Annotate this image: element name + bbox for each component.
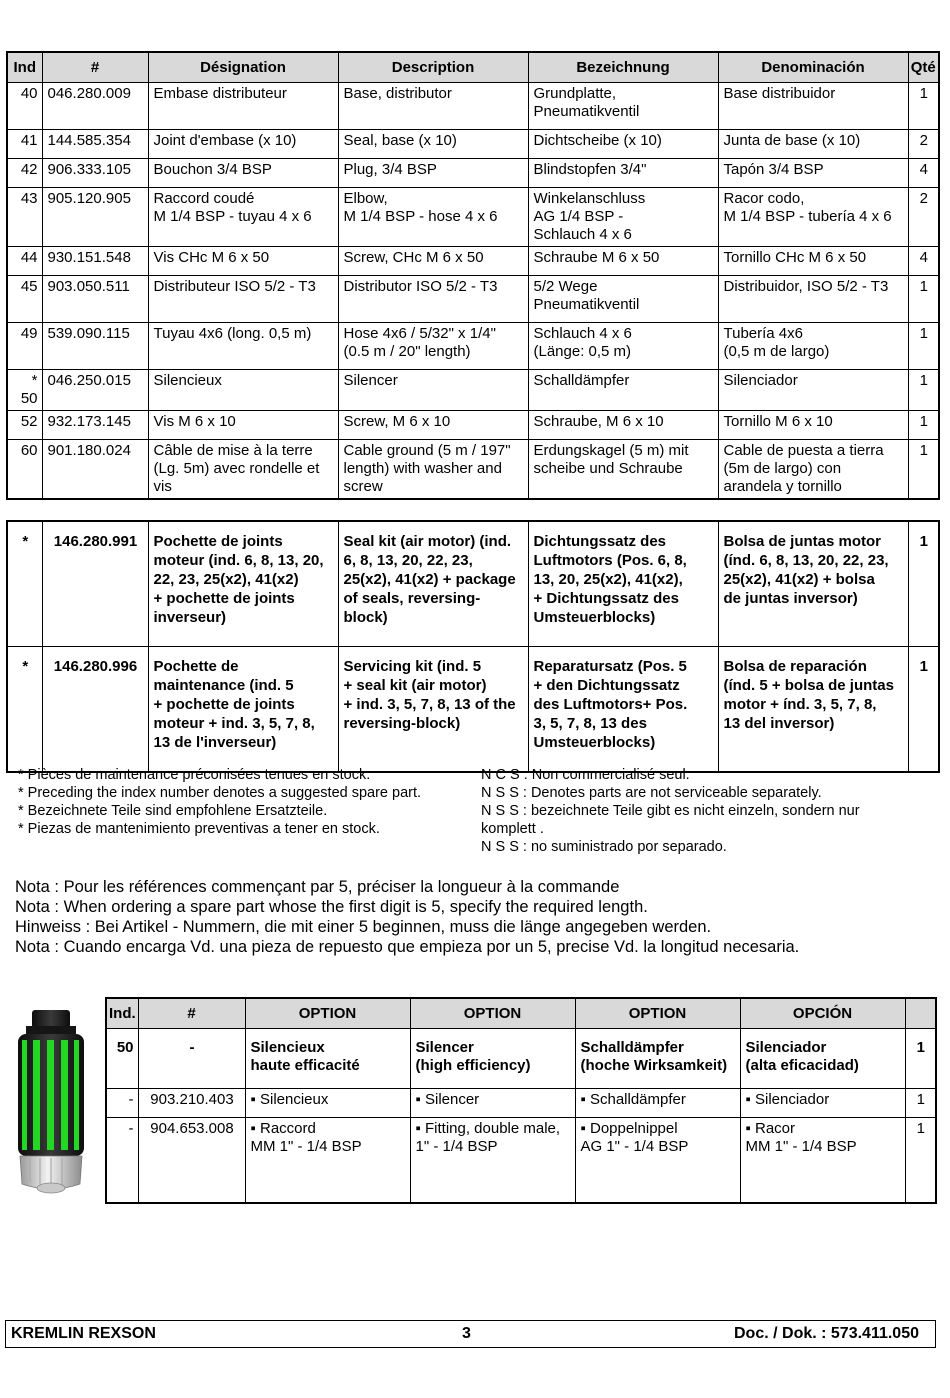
cell-bezeichnung: Schraube M 6 x 50 bbox=[528, 247, 718, 276]
cell-qty: 1 bbox=[905, 1118, 936, 1203]
cell-denominacion: Racor codo, M 1/4 BSP - tubería 4 x 6 bbox=[718, 188, 908, 247]
parts-table bbox=[6, 51, 940, 500]
nota-es: Nota : Cuando encarga Vd. una pieza de repuesto que empieza por un 5, precise Vd. la longitud necesaria. bbox=[15, 938, 800, 956]
nota-en: Nota : When ordering a spare part whose the first digit is 5, specify the required length. bbox=[15, 898, 648, 916]
cell-bezeichnung: Reparatursatz (Pos. 5 + den Dichtungssatz des Luftmotors+ Pos. 3, 5, 7, 8, 13 des Umsteuerblocks) bbox=[528, 647, 718, 773]
cell-qty: 4 bbox=[908, 247, 939, 276]
cell-denominacion: Bolsa de juntas motor (índ. 6, 8, 13, 20, 22, 23, 25(x2), 41(x2) + bolsa de juntas inversor) bbox=[718, 521, 908, 647]
cell-ref: 146.280.991 bbox=[42, 521, 148, 647]
cell-denominacion: Tapón 3/4 BSP bbox=[718, 159, 908, 188]
cell-description: Base, distributor bbox=[338, 83, 528, 130]
table-row bbox=[7, 323, 939, 370]
option-header-de: OPTION bbox=[575, 998, 740, 1029]
nota-fr: Nota : Pour les références commençant par 5, préciser la longueur à la commande bbox=[15, 878, 620, 896]
cell-qty: 1 bbox=[908, 370, 939, 411]
cell-ref: - bbox=[138, 1029, 245, 1089]
cell-ref: 904.653.008 bbox=[138, 1118, 245, 1203]
cell-designation: Embase distributeur bbox=[148, 83, 338, 130]
cell-designation: Vis CHc M 6 x 50 bbox=[148, 247, 338, 276]
cell-ref: 539.090.115 bbox=[42, 323, 148, 370]
cell-qty: 4 bbox=[908, 159, 939, 188]
cell-designation: Câble de mise à la terre (Lg. 5m) avec rondelle et vis bbox=[148, 440, 338, 500]
option-header-es: OPCIÓN bbox=[740, 998, 905, 1029]
cell-ind: 49 bbox=[7, 323, 42, 370]
cell-ref: 903.050.511 bbox=[42, 276, 148, 323]
cell-bezeichnung: Grundplatte, Pneumatikventil bbox=[528, 83, 718, 130]
cell-description: Silencer bbox=[338, 370, 528, 411]
cell-bezeichnung: Dichtungssatz des Luftmotors (Pos. 6, 8, 13, 20, 25(x2), 41(x2), + Dichtungssatz des Umsteuerblocks) bbox=[528, 521, 718, 647]
cell-denominacion: Junta de base (x 10) bbox=[718, 130, 908, 159]
ordering-notes bbox=[15, 877, 799, 957]
table-row bbox=[7, 276, 939, 323]
header-bezeichnung: Bezeichnung bbox=[528, 52, 718, 83]
cell-designation: Vis M 6 x 10 bbox=[148, 411, 338, 440]
cell-ref: 906.333.105 bbox=[42, 159, 148, 188]
cell-bezeichnung: Schraube, M 6 x 10 bbox=[528, 411, 718, 440]
cell-bezeichnung: ▪ Schalldämpfer bbox=[575, 1089, 740, 1118]
cell-denominacion: Distribuidor, ISO 5/2 - T3 bbox=[718, 276, 908, 323]
cell-ref: 932.173.145 bbox=[42, 411, 148, 440]
cell-denominacion: Tornillo M 6 x 10 bbox=[718, 411, 908, 440]
cell-qty: 1 bbox=[908, 440, 939, 500]
page-footer bbox=[5, 1320, 936, 1348]
cell-description: Silencer (high efficiency) bbox=[410, 1029, 575, 1089]
option-header-qty bbox=[905, 998, 936, 1029]
cell-description: Seal kit (air motor) (ind. 6, 8, 13, 20, 22, 23, 25(x2), 41(x2) + package of seals, reversing- block) bbox=[338, 521, 528, 647]
header-ref: # bbox=[42, 52, 148, 83]
table-row bbox=[7, 411, 939, 440]
table-row bbox=[106, 1118, 936, 1203]
cell-ind: * 50 bbox=[7, 370, 42, 411]
cell-denominacion: Bolsa de reparación (índ. 5 + bolsa de juntas motor + índ. 3, 5, 7, 8, 13 del inversor) bbox=[718, 647, 908, 773]
option-header-en: OPTION bbox=[410, 998, 575, 1029]
cell-designation: Raccord coudé M 1/4 BSP - tuyau 4 x 6 bbox=[148, 188, 338, 247]
cell-ind: - bbox=[106, 1089, 138, 1118]
cell-designation: Tuyau 4x6 (long. 0,5 m) bbox=[148, 323, 338, 370]
footer-company: KREMLIN REXSON bbox=[11, 1325, 156, 1342]
option-header-row bbox=[106, 998, 936, 1029]
cell-ind: 40 bbox=[7, 83, 42, 130]
cell-denominacion: Silenciador (alta eficacidad) bbox=[740, 1029, 905, 1089]
table-row bbox=[7, 159, 939, 188]
cell-designation: Distributeur ISO 5/2 - T3 bbox=[148, 276, 338, 323]
spare-part-notes: * Pièces de maintenance préconisées tenues en stock. * Preceding the index number denotes a suggested spare part. * Bezeichnete Teile sind empfohlene Ersatzteile. * Piezas de mantenimiento preventivas a tener en stock. bbox=[18, 767, 422, 837]
cell-ref: 146.280.996 bbox=[42, 647, 148, 773]
cell-bezeichnung: ▪ Doppelnippel AG 1" - 1/4 BSP bbox=[575, 1118, 740, 1203]
cell-ind: 44 bbox=[7, 247, 42, 276]
cell-ind: 52 bbox=[7, 411, 42, 440]
cell-ref: 046.250.015 bbox=[42, 370, 148, 411]
cell-ind: 41 bbox=[7, 130, 42, 159]
table-row bbox=[7, 370, 939, 411]
cell-description: Elbow, M 1/4 BSP - hose 4 x 6 bbox=[338, 188, 528, 247]
header-denominacion: Denominación bbox=[718, 52, 908, 83]
cell-designation: Bouchon 3/4 BSP bbox=[148, 159, 338, 188]
cell-description: Screw, CHc M 6 x 50 bbox=[338, 247, 528, 276]
cell-denominacion: Tubería 4x6 (0,5 m de largo) bbox=[718, 323, 908, 370]
cell-ref: 144.585.354 bbox=[42, 130, 148, 159]
cell-denominacion: ▪ Silenciador bbox=[740, 1089, 905, 1118]
cell-qty: 1 bbox=[908, 411, 939, 440]
cell-bezeichnung: Schalldämpfer (hoche Wirksamkeit) bbox=[575, 1029, 740, 1089]
cell-ind: - bbox=[106, 1118, 138, 1203]
table-row bbox=[7, 130, 939, 159]
cell-qty: 1 bbox=[905, 1029, 936, 1089]
option-header-ind: Ind. bbox=[106, 998, 138, 1029]
cell-designation: Silencieux bbox=[148, 370, 338, 411]
kits-table bbox=[6, 520, 940, 773]
cell-ind: * bbox=[7, 521, 42, 647]
cell-qty: 1 bbox=[908, 83, 939, 130]
header-description: Description bbox=[338, 52, 528, 83]
cell-designation: Silencieux haute efficacité bbox=[245, 1029, 410, 1089]
footer-doc-number: Doc. / Dok. : 573.411.050 bbox=[734, 1325, 919, 1342]
cell-description: Servicing kit (ind. 5 + seal kit (air motor) + ind. 3, 5, 7, 8, 13 of the reversing-block) bbox=[338, 647, 528, 773]
cell-ind: * bbox=[7, 647, 42, 773]
option-header-fr: OPTION bbox=[245, 998, 410, 1029]
cell-bezeichnung: Dichtscheibe (x 10) bbox=[528, 130, 718, 159]
cell-denominacion: Cable de puesta a tierra (5m de largo) con arandela y tornillo bbox=[718, 440, 908, 500]
cell-ref: 903.210.403 bbox=[138, 1089, 245, 1118]
cell-bezeichnung: Schalldämpfer bbox=[528, 370, 718, 411]
cell-description: ▪ Silencer bbox=[410, 1089, 575, 1118]
cell-designation: Joint d'embase (x 10) bbox=[148, 130, 338, 159]
cell-ind: 60 bbox=[7, 440, 42, 500]
cell-description: Hose 4x6 / 5/32" x 1/4" (0.5 m / 20" length) bbox=[338, 323, 528, 370]
cell-qty: 2 bbox=[908, 130, 939, 159]
header-qty: Qté bbox=[908, 52, 939, 83]
cell-ind: 45 bbox=[7, 276, 42, 323]
cell-description: Screw, M 6 x 10 bbox=[338, 411, 528, 440]
nss-notes: N C S : Non commercialisé seul. N S S : Denotes parts are not serviceable separately. N S S : bezeichnete Teile gibt es nicht einzeln, sondern nur komplett . N S S : no suministrado por separado. bbox=[481, 767, 860, 855]
table-row bbox=[7, 247, 939, 276]
cell-description: Cable ground (5 m / 197" length) with washer and screw bbox=[338, 440, 528, 500]
cell-description: Distributor ISO 5/2 - T3 bbox=[338, 276, 528, 323]
cell-bezeichnung: 5/2 Wege Pneumatikventil bbox=[528, 276, 718, 323]
silencer-illustration bbox=[14, 1008, 88, 1198]
cell-denominacion: Silenciador bbox=[718, 370, 908, 411]
footer-page-number: 3 bbox=[462, 1325, 471, 1342]
parts-header-row bbox=[7, 52, 939, 83]
cell-denominacion: Tornillo CHc M 6 x 50 bbox=[718, 247, 908, 276]
cell-qty: 1 bbox=[908, 521, 939, 647]
cell-qty: 2 bbox=[908, 188, 939, 247]
cell-qty: 1 bbox=[905, 1089, 936, 1118]
table-row bbox=[7, 440, 939, 500]
cell-qty: 1 bbox=[908, 323, 939, 370]
cell-designation: Pochette de joints moteur (ind. 6, 8, 13, 20, 22, 23, 25(x2), 41(x2) + pochette de joints inverseur) bbox=[148, 521, 338, 647]
cell-ref: 930.151.548 bbox=[42, 247, 148, 276]
cell-ref: 046.280.009 bbox=[42, 83, 148, 130]
cell-description: ▪ Fitting, double male, 1" - 1/4 BSP bbox=[410, 1118, 575, 1203]
table-row bbox=[7, 83, 939, 130]
cell-ind: 50 bbox=[106, 1029, 138, 1089]
header-ind: Ind bbox=[7, 52, 42, 83]
cell-description: Seal, base (x 10) bbox=[338, 130, 528, 159]
cell-bezeichnung: Erdungskagel (5 m) mit scheibe und Schraube bbox=[528, 440, 718, 500]
cell-denominacion: Base distribuidor bbox=[718, 83, 908, 130]
cell-designation: ▪ Raccord MM 1" - 1/4 BSP bbox=[245, 1118, 410, 1203]
table-row bbox=[7, 188, 939, 247]
cell-qty: 1 bbox=[908, 276, 939, 323]
cell-bezeichnung: Winkelanschluss AG 1/4 BSP - Schlauch 4 x 6 bbox=[528, 188, 718, 247]
cell-qty: 1 bbox=[908, 647, 939, 773]
cell-ref: 905.120.905 bbox=[42, 188, 148, 247]
header-designation: Désignation bbox=[148, 52, 338, 83]
option-table bbox=[105, 997, 937, 1204]
table-row bbox=[106, 1029, 936, 1089]
cell-ref: 901.180.024 bbox=[42, 440, 148, 500]
table-row bbox=[7, 647, 939, 773]
cell-ind: 43 bbox=[7, 188, 42, 247]
cell-description: Plug, 3/4 BSP bbox=[338, 159, 528, 188]
cell-bezeichnung: Blindstopfen 3/4" bbox=[528, 159, 718, 188]
cell-denominacion: ▪ Racor MM 1" - 1/4 BSP bbox=[740, 1118, 905, 1203]
cell-ind: 42 bbox=[7, 159, 42, 188]
table-row bbox=[106, 1089, 936, 1118]
cell-bezeichnung: Schlauch 4 x 6 (Länge: 0,5 m) bbox=[528, 323, 718, 370]
nota-de: Hinweiss : Bei Artikel - Nummern, die mit einer 5 beginnen, muss die länge angegeben werden. bbox=[15, 918, 712, 936]
option-header-ref: # bbox=[138, 998, 245, 1029]
cell-designation: Pochette de maintenance (ind. 5 + pochette de joints moteur + ind. 3, 5, 7, 8, 13 de l'inverseur) bbox=[148, 647, 338, 773]
table-row bbox=[7, 521, 939, 647]
cell-designation: ▪ Silencieux bbox=[245, 1089, 410, 1118]
